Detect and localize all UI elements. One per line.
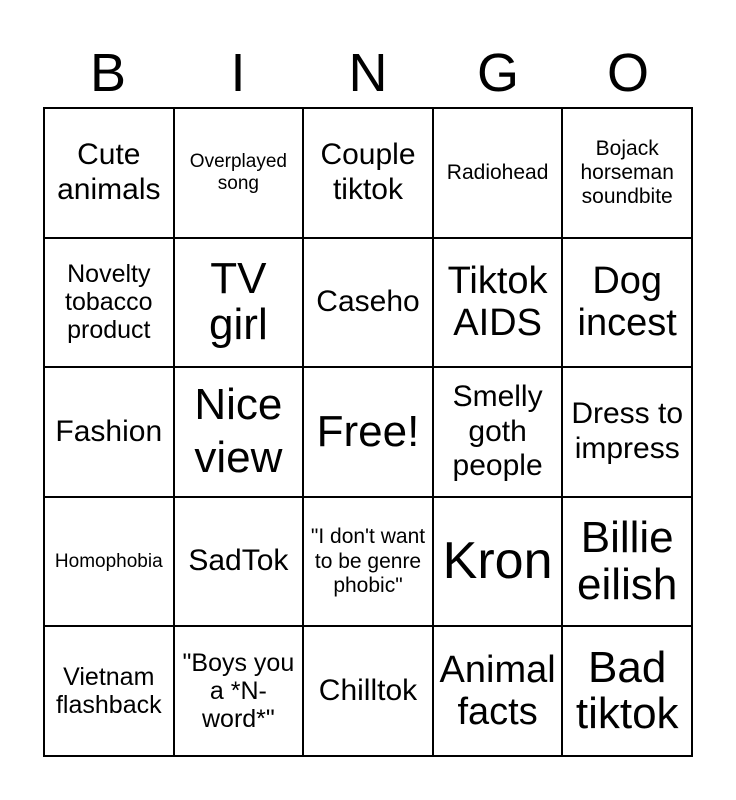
bingo-cell[interactable]: Bad tiktok [562, 626, 692, 756]
bingo-cell[interactable]: Couple tiktok [303, 108, 433, 238]
header-letter-n: N [348, 43, 388, 103]
header-letter-g: G [476, 43, 519, 103]
bingo-header [43, 38, 693, 108]
bingo-cell[interactable]: Animal facts [433, 626, 563, 756]
bingo-cell[interactable]: "I don't want to be genre phobic" [303, 497, 433, 627]
bingo-cell[interactable]: Vietnam flashback [44, 626, 174, 756]
bingo-grid [43, 107, 693, 757]
header-letter-i: I [230, 43, 246, 103]
bingo-cell[interactable]: SadTok [174, 497, 304, 627]
bingo-cell[interactable]: Fashion [44, 367, 174, 497]
bingo-cell[interactable]: Nice view [174, 367, 304, 497]
bingo-cell[interactable]: Cute animals [44, 108, 174, 238]
bingo-cell[interactable]: Novelty tobacco product [44, 238, 174, 368]
bingo-cell[interactable]: TV girl [174, 238, 304, 368]
bingo-cell[interactable]: Chilltok [303, 626, 433, 756]
bingo-cell[interactable]: "Boys you a *N-word*" [174, 626, 304, 756]
bingo-cell[interactable]: Caseho [303, 238, 433, 368]
bingo-cell[interactable]: Overplayed song [174, 108, 304, 238]
bingo-cell[interactable]: Smelly goth people [433, 367, 563, 497]
bingo-cell[interactable]: Radiohead [433, 108, 563, 238]
bingo-cell[interactable]: Billie eilish [562, 497, 692, 627]
bingo-cell[interactable]: Dog incest [562, 238, 692, 368]
bingo-cell[interactable]: Kron [433, 497, 563, 627]
header-letter-b: B [89, 43, 127, 103]
bingo-cell[interactable]: Homophobia [44, 497, 174, 627]
free-space-cell[interactable]: Free! [303, 367, 433, 497]
header-letter-o: O [606, 43, 649, 103]
bingo-cell[interactable]: Dress to impress [562, 367, 692, 497]
bingo-cell[interactable]: Bojack horseman soundbite [562, 108, 692, 238]
bingo-cell[interactable]: Tiktok AIDS [433, 238, 563, 368]
